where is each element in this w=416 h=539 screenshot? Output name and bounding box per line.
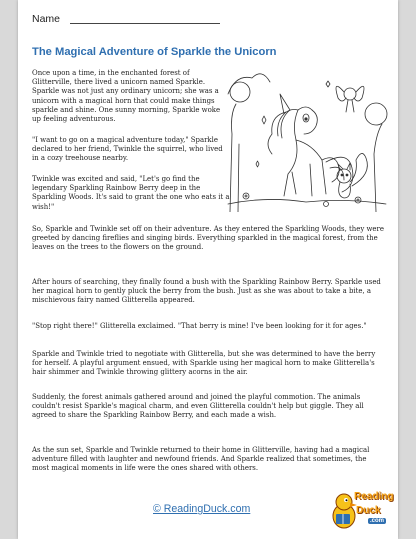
name-write-line bbox=[70, 23, 220, 24]
paragraph-4: So, Sparkle and Twinkle set off on their adventure. As they entered the Sparkling Woods, they were greeted by dancing fireflies and singing birds. Everything sparkled in the magical forest, from the leaves on the trees to the flowers on the ground. bbox=[32, 225, 384, 252]
paragraph-5: After hours of searching, they finally found a bush with the Sparkling Rainbow Berry. Sparkle used her magical horn to gently pluck the berry from the bush. Just as she was about to take a bite, a mischievous fairy named Glitterella appeared. bbox=[32, 278, 381, 305]
logo-text-reading: Reading bbox=[354, 491, 394, 502]
story-title: The Magical Adventure of Sparkle the Unicorn bbox=[32, 46, 277, 58]
name-label: Name bbox=[32, 13, 61, 25]
paragraph-3: Twinkle was excited and said, "Let's go find the legendary Sparkling Rainbow Berry deep in the Sparkling Woods. It's said to grant the one who eats it a wish!" bbox=[32, 175, 230, 211]
paragraph-1: Once upon a time, in the enchanted forest of Glitterville, there lived a unicorn named Sparkle. Sparkle was not just any ordinary unicorn; she was a unicorn with a magical horn that could make things sparkle and shine. One sunny morning, Sparkle woke up feeling adventurous. bbox=[32, 69, 221, 124]
paragraph-7: Sparkle and Twinkle tried to negotiate with Glitterella, but she was determined to have the berry for herself. A playful argument ensued, with Sparkle using her magical horn to make Glitterella's hair shimmer and Twinkle throwing glittery acorns in the air. bbox=[32, 350, 376, 377]
paragraph-6: "Stop right there!" Glitterella exclaimed. "That berry is mine! I've been looking for it for ages." bbox=[32, 322, 367, 330]
reading-duck-link[interactable]: © ReadingDuck.com bbox=[153, 503, 251, 515]
logo-text-duck: Duck bbox=[356, 505, 381, 516]
paragraph-8: Suddenly, the forest animals gathered around and joined the playful commotion. The animals couldn't resist Sparkle's magical charm, and even Glitterella couldn't help but giggle. They all agreed to share the Sparkling Rainbow Berry, and each made a wish. bbox=[32, 393, 364, 420]
worksheet-page bbox=[18, 0, 398, 539]
paragraph-2: "I want to go on a magical adventure today," Sparkle declared to her friend, Twinkle the squirrel, who lived in a cozy treehouse nearby. bbox=[32, 136, 223, 163]
logo-text-com: .com bbox=[370, 518, 385, 524]
paragraph-9: As the sun set, Sparkle and Twinkle returned to their home in Glitterville, having had a magical adventure filled with laughter and newfound friends. And Sparkle realized that sometimes, the most magical moments in life were the ones shared with others. bbox=[32, 446, 370, 473]
unicorn-illustration bbox=[226, 64, 388, 212]
